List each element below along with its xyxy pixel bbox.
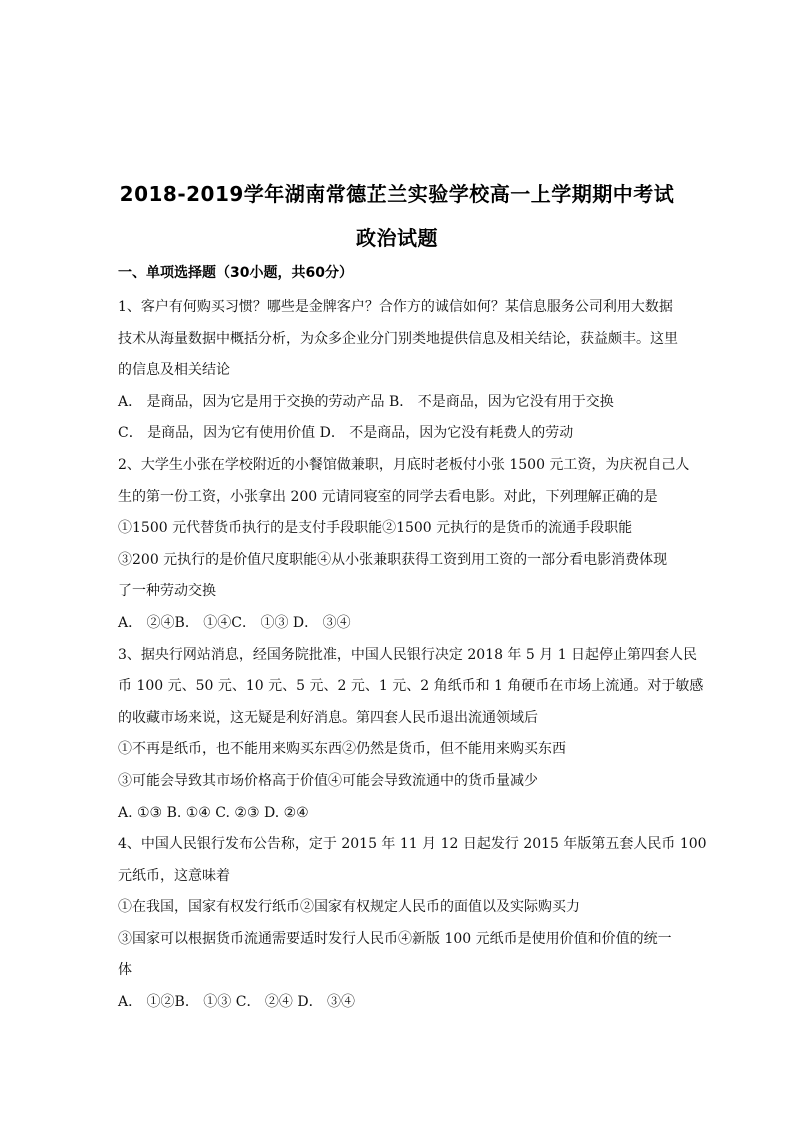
text-line: 的收藏市场来说，这无疑是利好消息。第四套人民币退出流通领域后	[118, 709, 538, 726]
answer-options: A． ②④B． ①④C． ①③ D． ③④	[118, 614, 351, 631]
text-line: 1、客户有何购买习惯？哪些是金牌客户？合作方的诚信如何？某信息服务公司利用大数据	[118, 299, 673, 315]
text-line: 元纸币，这意味着	[118, 867, 230, 884]
text-line: 的信息及相关结论	[118, 362, 230, 379]
statement-line: ③可能会导致其市场价格高于价值④可能会导致流通中的货币量减少	[118, 772, 538, 789]
document-body	[118, 292, 707, 1019]
answer-options: C． 是商品，因为它有使用价值 D． 不是商品，因为它没有耗费人的劳动	[118, 425, 574, 442]
document-subtitle: 政治试题	[356, 226, 438, 250]
statement-line: ①不再是纸币，也不能用来购买东西②仍然是货币，但不能用来购买东西	[118, 741, 566, 758]
text-line: 币 100 元、50 元、10 元、5 元、2 元、1 元、2 角纸币和 1 角硬币在市场上流通。对于敏感	[118, 678, 704, 695]
statement-line: ①1500 元代替货币执行的是支付手段职能②1500 元执行的是货币的流通手段职能	[118, 520, 633, 537]
text-line: 技术从海量数据中概括分析，为众多企业分门别类地提供信息及相关结论，获益颇丰。这里	[118, 330, 678, 347]
text-line: 2、大学生小张在学校附近的小餐馆做兼职，月底时老板付小张 1500 元工资，为庆祝自己人	[118, 456, 690, 473]
statement-line: 体	[118, 962, 132, 979]
statement-line: ③国家可以根据货币流通需要适时发行人民币④新版 100 元纸币是使用价值和价值的统一	[118, 930, 672, 947]
statement-line: ①在我国，国家有权发行纸币②国家有权规定人民币的面值以及实际购买力	[118, 899, 580, 916]
document-title: 2018-2019学年湖南常德芷兰实验学校高一上学期期中考试	[119, 182, 675, 206]
statement-line: ③200 元执行的是价值尺度职能④从小张兼职获得工资到用工资的一部分看电影消费体现	[118, 551, 668, 568]
text-line: 4、中国人民银行发布公告称，定于 2015 年 11 月 12 日起发行 2015 年版第五套人民币 100	[118, 836, 707, 853]
answer-options: A． ①②B． ①③ C． ②④ D． ③④	[118, 994, 356, 1011]
text-line: 生的第一份工资，小张拿出 200 元请同寝室的同学去看电影。对此，下列理解正确的是	[118, 488, 658, 505]
text-line: 3、据央行网站消息，经国务院批准，中国人民银行决定 2018 年 5 月 1 日起停止第四套人民	[118, 646, 698, 663]
answer-options: A． 是商品，因为它是用于交换的劳动产品 B． 不是商品，因为它没有用于交换	[118, 393, 614, 410]
section-heading: 一、单项选择题（30小题，共60分）	[118, 265, 353, 281]
answer-options: A. ①③ B. ①④ C. ②③ D. ②④	[118, 804, 309, 821]
statement-line: 了一种劳动交换	[118, 583, 216, 600]
